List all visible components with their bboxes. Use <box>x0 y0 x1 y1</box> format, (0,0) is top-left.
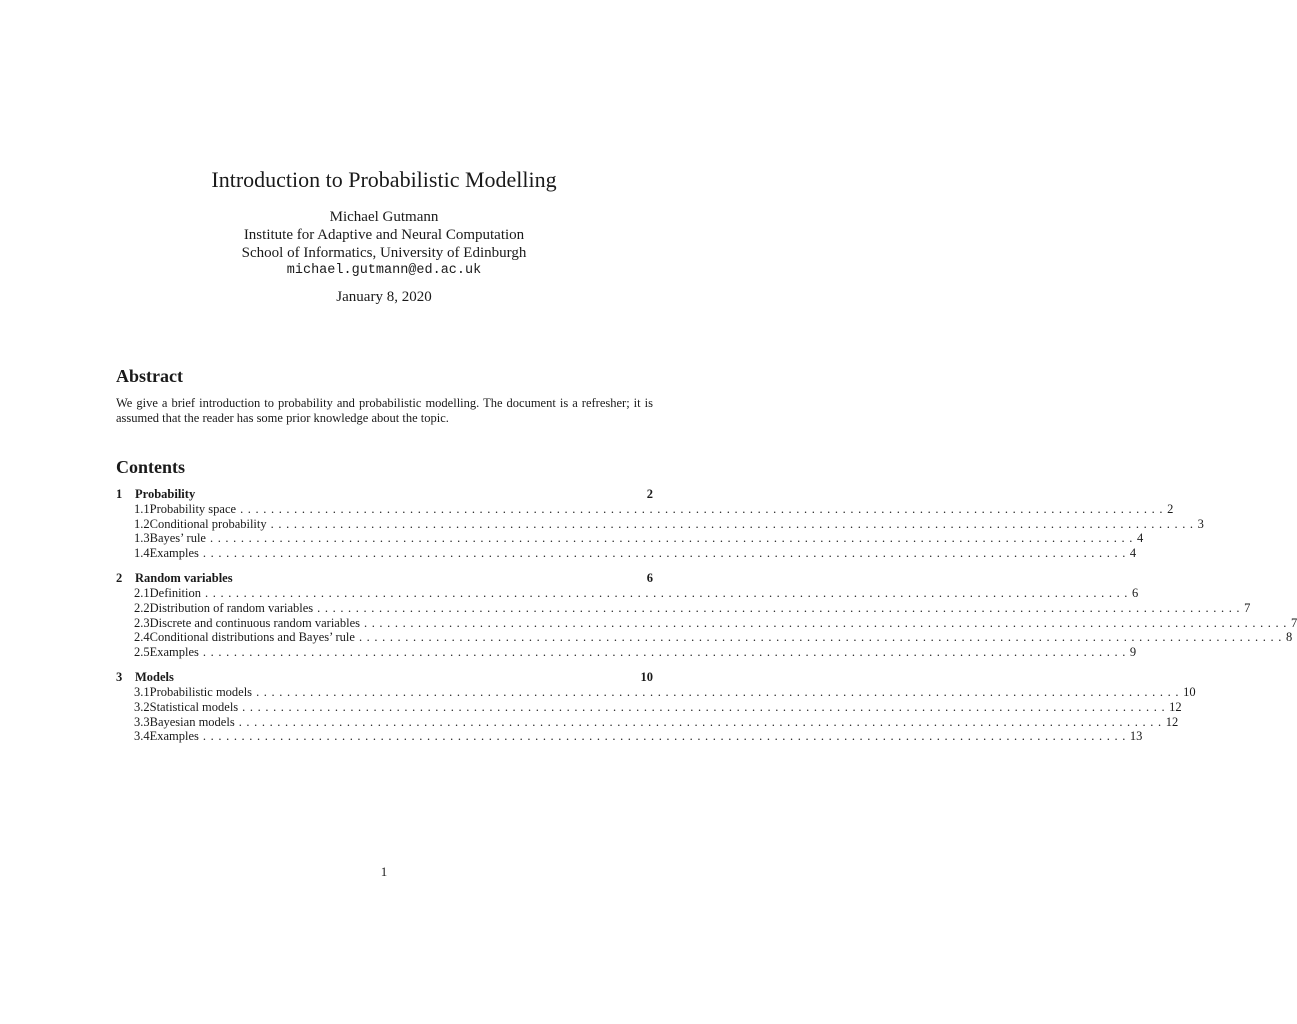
toc-section-title: Probability <box>135 487 196 501</box>
toc-section <box>116 670 1196 744</box>
toc-section-number: 2 <box>116 571 123 586</box>
toc-subsection-entry[interactable] <box>116 729 1143 744</box>
toc-subsection-title: Conditional probability <box>149 516 267 531</box>
toc-subsection-number: 2.2 <box>134 600 150 615</box>
toc-subsection-page: 2 <box>1167 502 1174 516</box>
author-email: michael.gutmann@ed.ac.uk <box>286 263 482 278</box>
toc-subsection-entry[interactable] <box>116 531 1144 546</box>
toc-subsection-number: 2.3 <box>134 615 150 630</box>
toc-subsection-number: 3.2 <box>134 699 150 714</box>
toc-subsection-title: Probability space <box>149 502 237 516</box>
toc-subsection-number: 2.4 <box>134 630 150 645</box>
toc-subsection-number: 1.3 <box>134 531 150 546</box>
toc-section <box>116 571 1297 659</box>
toc-dot-leader: ........................................................................................................................ <box>242 699 1170 714</box>
toc-subsection-page: 13 <box>1129 729 1143 744</box>
author-name: Michael Gutmann <box>329 209 439 225</box>
toc-subsection-title: Examples <box>149 644 199 659</box>
toc-subsection-page: 4 <box>1129 545 1137 560</box>
toc-subsection-entry[interactable] <box>116 630 1293 645</box>
contents-heading: Contents <box>116 457 186 477</box>
toc-dot-leader: ........................................................................................................................ <box>358 630 1286 645</box>
toc-subsection-number: 3.3 <box>134 714 150 729</box>
page-number: 1 <box>380 864 388 879</box>
toc-subsection-title: Bayes’ rule <box>149 531 206 546</box>
toc-subsection-entry[interactable] <box>116 615 1297 631</box>
toc-subsection-title: Examples <box>149 729 199 744</box>
toc-subsection-title: Statistical models <box>149 699 239 714</box>
toc-subsection-number: 3.4 <box>134 729 150 744</box>
toc-section-page: 10 <box>640 670 653 685</box>
toc-subsection-title: Distribution of random variables <box>149 600 314 615</box>
toc-subsection-entry[interactable] <box>116 502 1174 517</box>
toc-subsection-page: 12 <box>1169 699 1182 714</box>
toc-dot-leader: ........................................................................................................................ <box>202 545 1130 560</box>
toc-dot-leader: ........................................................................................................................ <box>240 502 1168 516</box>
toc-subsection-page: 8 <box>1285 630 1293 645</box>
document-date: January 8, 2020 <box>336 289 432 305</box>
toc-subsection-page: 12 <box>1165 714 1179 729</box>
toc-subsection-number: 2.5 <box>134 644 150 659</box>
toc-subsection-title: Definition <box>149 586 202 601</box>
toc-subsection-number: 1.1 <box>134 502 150 516</box>
toc-section <box>116 487 1204 560</box>
toc-subsection-number: 2.1 <box>134 586 150 601</box>
affiliation-institute: Institute for Adaptive and Neural Computation <box>243 227 525 243</box>
toc-dot-leader: ........................................................................................................................ <box>270 516 1198 531</box>
toc-section-title: Random variables <box>135 571 233 586</box>
toc-dot-leader: ........................................................................................................................ <box>363 615 1291 630</box>
toc-subsection-title: Probabilistic models <box>149 685 253 700</box>
toc-subsection-entry[interactable] <box>116 586 1139 601</box>
toc-subsection-page: 4 <box>1136 531 1144 546</box>
toc-subsection-page: 3 <box>1197 516 1204 531</box>
toc-subsection-title: Conditional distributions and Bayes’ rule <box>149 630 355 645</box>
toc-section-entry[interactable] <box>116 487 653 502</box>
toc-section-page: 6 <box>646 571 653 586</box>
toc-subsection-page: 7 <box>1290 615 1297 630</box>
toc-section-title: Models <box>135 670 174 685</box>
toc-subsection-page: 6 <box>1132 586 1139 601</box>
toc-dot-leader: ........................................................................................................................ <box>238 714 1166 729</box>
toc-dot-leader: ........................................................................................................................ <box>209 531 1137 546</box>
toc-subsection-title: Examples <box>149 545 199 560</box>
toc-subsection-entry[interactable] <box>116 714 1179 730</box>
toc-subsection-page: 10 <box>1183 685 1196 700</box>
toc-dot-leader: ........................................................................................................................ <box>256 685 1184 700</box>
abstract-heading: Abstract <box>116 366 183 386</box>
author-block <box>0 208 768 280</box>
toc-dot-leader: ........................................................................................................................ <box>317 600 1245 615</box>
toc-section-number: 1 <box>116 487 123 501</box>
toc-subsection-entry[interactable] <box>116 699 1182 715</box>
toc-subsection-number: 3.1 <box>134 685 150 700</box>
toc-dot-leader: ........................................................................................................................ <box>205 586 1133 601</box>
toc-subsection-entry[interactable] <box>116 600 1251 616</box>
toc-section-entry[interactable] <box>116 670 653 685</box>
toc-section-page: 2 <box>646 487 653 501</box>
toc-subsection-entry[interactable] <box>116 545 1137 561</box>
affiliation-school: School of Informatics, University of Edinburgh <box>241 245 527 261</box>
toc-subsection-entry[interactable] <box>116 685 1196 700</box>
toc-section-number: 3 <box>116 670 123 685</box>
toc-subsection-title: Discrete and continuous random variables <box>149 615 360 630</box>
toc-dot-leader: ........................................................................................................................ <box>202 729 1130 744</box>
toc-subsection-number: 1.4 <box>134 545 150 560</box>
document-title: Introduction to Probabilistic Modelling <box>211 167 557 192</box>
table-of-contents <box>116 487 1297 755</box>
toc-subsection-page: 9 <box>1129 644 1137 659</box>
toc-section-entry[interactable] <box>116 571 653 586</box>
abstract-text: We give a brief introduction to probability and probabilistic modelling. The document is a refresher; it is assumed that the reader has some prior knowledge about the topic. <box>116 396 653 425</box>
toc-subsection-page: 7 <box>1244 600 1251 615</box>
toc-subsection-entry[interactable] <box>116 644 1137 660</box>
toc-dot-leader: ........................................................................................................................ <box>202 644 1130 659</box>
toc-subsection-number: 1.2 <box>134 516 150 531</box>
toc-subsection-entry[interactable] <box>116 516 1204 532</box>
toc-subsection-title: Bayesian models <box>149 714 235 729</box>
